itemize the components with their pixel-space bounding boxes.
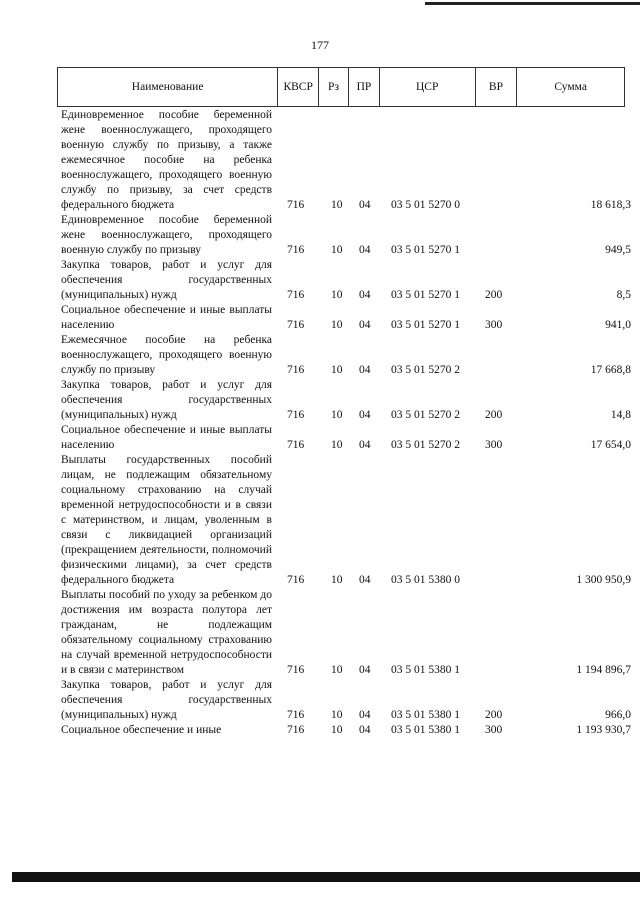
row-pr: 04 [359,574,371,586]
row-csr: 03 5 01 5380 1 [391,724,460,736]
row-rz: 10 [331,289,343,301]
row-rz: 10 [331,574,343,586]
row-name: Выплаты пособий по уходу за ребенком до достижения им возраста полутора лет гражданам, не подлежащим обязательному социальному страхованию на случай временной нетрудоспособности и в связи с материнством [61,589,272,676]
table-row [61,108,631,213]
row-sum: 17 668,8 [590,364,631,376]
table-header [57,67,625,107]
row-rz: 10 [331,319,343,331]
row-pr: 04 [359,244,371,256]
table-row [61,303,631,333]
row-kvsr: 716 [287,574,305,586]
row-sum: 1 193 930,7 [576,724,631,736]
row-name: Закупка товаров, работ и услуг для обеспечения государственных (муниципальных) нужд [61,259,272,301]
table-row [61,258,631,303]
row-kvsr: 716 [287,439,305,451]
row-kvsr: 716 [287,289,305,301]
row-sum: 14,8 [610,409,631,421]
row-name: Социальное обеспечение и иные выплаты населению [61,304,272,331]
row-csr: 03 5 01 5270 2 [391,364,460,376]
row-vr: 300 [485,319,503,331]
row-rz: 10 [331,439,343,451]
row-rz: 10 [331,364,343,376]
row-name: Ежемесячное пособие на ребенка военнослужащего, проходящего военную службу по призыву [61,334,272,376]
header-sum: Сумма [554,81,587,93]
row-sum: 966,0 [605,709,631,721]
row-rz: 10 [331,724,343,736]
row-csr: 03 5 01 5270 1 [391,244,460,256]
header-vr: ВР [476,68,518,106]
row-kvsr: 716 [287,709,305,721]
row-pr: 04 [359,664,371,676]
row-kvsr: 716 [287,364,305,376]
header-csr: ЦСР [380,68,476,106]
row-kvsr: 716 [287,664,305,676]
header-rz: Рз [319,68,349,106]
row-kvsr: 716 [287,199,305,211]
row-sum: 1 194 896,7 [576,664,631,676]
row-csr: 03 5 01 5380 1 [391,664,460,676]
row-kvsr: 716 [287,409,305,421]
row-csr: 03 5 01 5270 1 [391,289,460,301]
top-rule [425,2,640,5]
row-rz: 10 [331,709,343,721]
row-sum: 17 654,0 [590,439,631,451]
row-vr: 300 [485,724,503,736]
row-pr: 04 [359,364,371,376]
row-csr: 03 5 01 5270 0 [391,199,460,211]
row-csr: 03 5 01 5380 1 [391,709,460,721]
row-vr: 200 [485,289,503,301]
header-pr: ПР [349,68,380,106]
row-pr: 04 [359,709,371,721]
row-sum: 8,5 [616,289,631,301]
header-name: Наименование [58,68,278,106]
row-kvsr: 716 [287,724,305,736]
row-pr: 04 [359,724,371,736]
row-name: Единовременное пособие беременной жене военнослужащего, проходящего военную службу по призыву, а также ежемесячное пособие на ребенка военнослужащего, проходящего военную службу по призыву, за счет средств федерального бюджета [61,109,272,211]
row-pr: 04 [359,319,371,331]
row-kvsr: 716 [287,244,305,256]
row-sum: 18 618,3 [590,199,631,211]
row-name: Выплаты государственных пособий лицам, не подлежащим обязательному социальному страхованию на случай временной нетрудоспособности и в связи с материнством, и лицам, уволенным в связи с ликвидацией организаций (прекращением деятельности, полномочий физическими лицами), за счет средств федерального бюджета [61,454,272,586]
row-name: Единовременное пособие беременной жене военнослужащего, проходящего военную службу по призыву [61,214,272,256]
table-row [61,588,631,678]
row-sum: 1 300 950,9 [576,574,631,586]
table-row [61,453,631,588]
row-vr: 300 [485,439,503,451]
row-sum: 941,0 [605,319,631,331]
table-row [61,678,631,723]
table-row [61,423,631,453]
table-row [61,213,631,258]
table-row [61,378,631,423]
row-pr: 04 [359,439,371,451]
row-csr: 03 5 01 5270 1 [391,319,460,331]
row-name: Закупка товаров, работ и услуг для обеспечения государственных (муниципальных) нужд [61,379,272,421]
row-csr: 03 5 01 5270 2 [391,439,460,451]
row-name: Социальное обеспечение и иные выплаты населению [61,424,272,451]
row-name: Закупка товаров, работ и услуг для обеспечения государственных (муниципальных) нужд [61,679,272,721]
row-csr: 03 5 01 5270 2 [391,409,460,421]
row-pr: 04 [359,289,371,301]
bottom-rule [12,872,640,882]
row-rz: 10 [331,664,343,676]
row-rz: 10 [331,199,343,211]
page-number: 177 [311,38,329,52]
row-vr: 200 [485,709,503,721]
row-kvsr: 716 [287,319,305,331]
row-sum: 949,5 [605,244,631,256]
row-name: Социальное обеспечение и иные [61,724,222,736]
table-row [61,723,631,738]
row-rz: 10 [331,244,343,256]
header-kvsr: КВСР [278,68,319,106]
table-row [61,333,631,378]
row-pr: 04 [359,199,371,211]
table-body [61,108,631,738]
row-csr: 03 5 01 5380 0 [391,574,460,586]
row-vr: 200 [485,409,503,421]
row-rz: 10 [331,409,343,421]
row-pr: 04 [359,409,371,421]
